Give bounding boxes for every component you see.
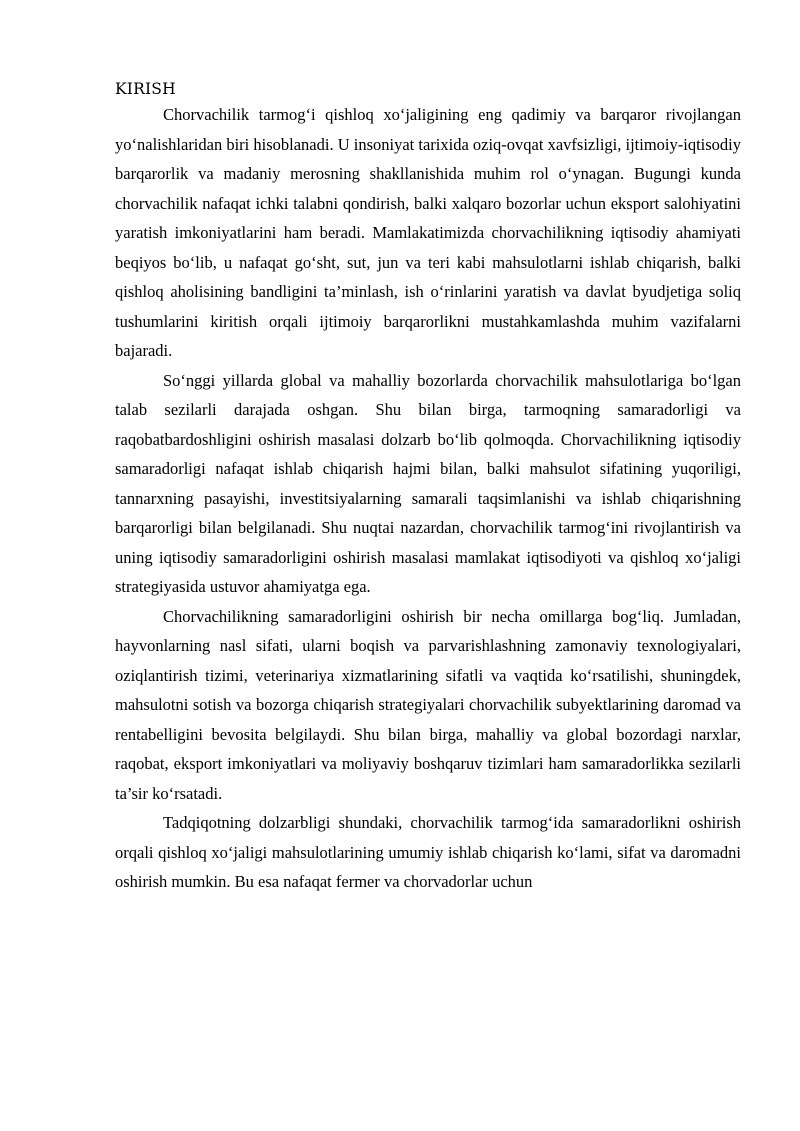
paragraph-1: Chorvachilik tarmog‘i qishloq xo‘jaligining eng qadimiy va barqaror rivojlangan yo‘nalishlaridan biri hisoblanadi. U insoniyat tarixida oziq-ovqat xavfsizligi, ijtimoiy-iqtisodiy barqarorlik va madaniy merosning shakllanishida muhim rol o‘ynagan. Bugungi kunda chorvachilik nafaqat ichki talabni qondirish, balki xalqaro bozorlar uchun eksport salohiyatini yaratish imkoniyatlarini ham beradi. Mamlakatimizda chorvachilikning iqtisodiy ahamiyati beqiyos bo‘lib, u nafaqat go‘sht, sut, jun va teri kabi mahsulotlarni ishlab chiqarish, balki qishloq aholisining bandligini ta’minlash, ish o‘rinlarini yaratish va davlat byudjetiga soliq tushumlarini kiritish orqali ijtimoiy barqarorlikni mustahkamlashda muhim vazifalarni bajaradi. xyxy=(115,105,741,360)
paragraph-4: Tadqiqotning dolzarbligi shundaki, chorvachilik tarmog‘ida samaradorlikni oshirish orqali qishloq xo‘jaligi mahsulotlarining umumiy ishlab chiqarish ko‘lami, sifat va daromadni oshirish mumkin. Bu esa nafaqat fermer va chorvadorlar uchun xyxy=(115,813,741,891)
paragraph-2: So‘nggi yillarda global va mahalliy bozorlarda chorvachilik mahsulotlariga bo‘lgan talab sezilarli darajada oshgan. Shu bilan birga, tarmoqning samaradorligi va raqobatbardoshligini oshirish masalasi dolzarb bo‘lib qolmoqda. Chorvachilikning iqtisodiy samaradorligi nafaqat ishlab chiqarish hajmi bilan, balki mahsulot sifatining yuqoriligi, tannarxning pasayishi, investitsiyalarning samarali taqsimlanishi va ishlab chiqarishning barqarorligi bilan belgilanadi. Shu nuqtai nazardan, chorvachilik tarmog‘ini rivojlantirish va uning iqtisodiy samaradorligini oshirish masalasi mamlakat iqtisodiyoti va qishloq xo‘jaligi strategiyasida ustuvor ahamiyatga ega. xyxy=(115,370,741,596)
section-heading: KIRISH xyxy=(115,80,176,98)
paragraph-3: Chorvachilikning samaradorligini oshirish bir necha omillarga bog‘liq. Jumladan, hayvonlarning nasl sifati, ularni boqish va parvarishlashning zamonaviy texnologiyalari, oziqlantirish tizimi, veterinariya xizmatlarining sifatli va vaqtida ko‘rsatilishi, shuningdek, mahsulotni sotish va bozorga chiqarish strategiyalari chorvachilik subyektlarining daromad va rentabelligini bevosita belgilaydi. Shu bilan birga, mahalliy va global bozordagi narxlar, raqobat, eksport imkoniyatlari va moliyaviy boshqaruv tizimlari ham samaradorlikka sezilarli ta’sir ko‘rsatadi. xyxy=(115,606,741,803)
document-page xyxy=(115,78,741,897)
